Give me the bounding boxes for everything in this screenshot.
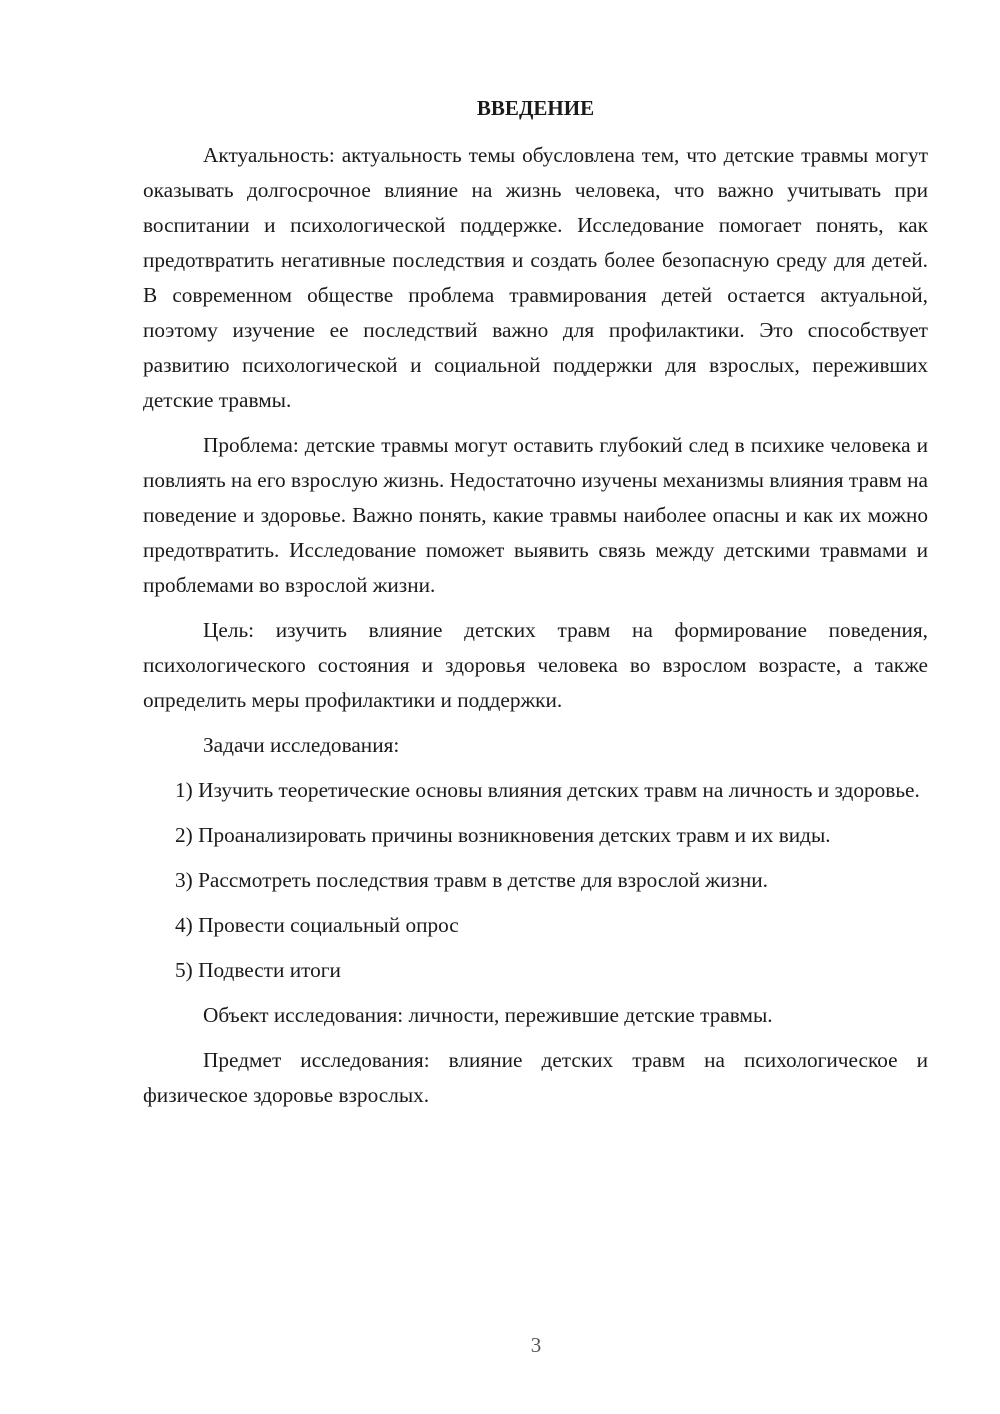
object-paragraph: Объект исследования: личности, пережившие детские травмы.: [203, 1003, 773, 1027]
tasks-heading: Задачи исследования:: [203, 733, 400, 757]
relevance-paragraph: Актуальность: актуальность темы обусловлена тем, что детские травмы могут оказывать долгосрочное влияние на жизнь человека, что важно учитывать при воспитании и психологической поддержке. Исследование помогает понять, как предотвратить негативные последствия и создать более безопасную среду для детей. В современном обществе проблема травмирования детей остается актуальной, поэтому изучение ее последствий важно для профилактики. Это способствует развитию психологической и социальной поддержки для взрослых, переживших детские травмы.: [143, 143, 928, 412]
task-item-1: 1) Изучить теоретические основы влияния детских травм на личность и здоровье.: [175, 778, 920, 802]
section-title: ВВЕДЕНИЕ: [476, 96, 595, 120]
task-item-4: 4) Провести социальный опрос: [175, 913, 459, 937]
document-page: [143, 90, 928, 1123]
goal-paragraph: Цель: изучить влияние детских травм на формирование поведения, психологического состояния и здоровья человека во взрослом возрасте, а также определить меры профилактики и поддержки.: [143, 618, 928, 712]
task-item-5: 5) Подвести итоги: [175, 958, 341, 982]
page-number: 3: [530, 1333, 542, 1357]
problem-paragraph: Проблема: детские травмы могут оставить глубокий след в психике человека и повлиять на его взрослую жизнь. Недостаточно изучены механизмы влияния травм на поведение и здоровье. Важно понять, какие травмы наиболее опасны и как их можно предотвратить. Исследование поможет выявить связь между детскими травмами и проблемами во взрослой жизни.: [143, 433, 928, 597]
task-item-2: 2) Проанализировать причины возникновения детских травм и их виды.: [175, 823, 831, 847]
subject-paragraph: Предмет исследования: влияние детских травм на психологическое и физическое здоровье взрослых.: [143, 1048, 928, 1107]
task-item-3: 3) Рассмотреть последствия травм в детстве для взрослой жизни.: [175, 868, 768, 892]
